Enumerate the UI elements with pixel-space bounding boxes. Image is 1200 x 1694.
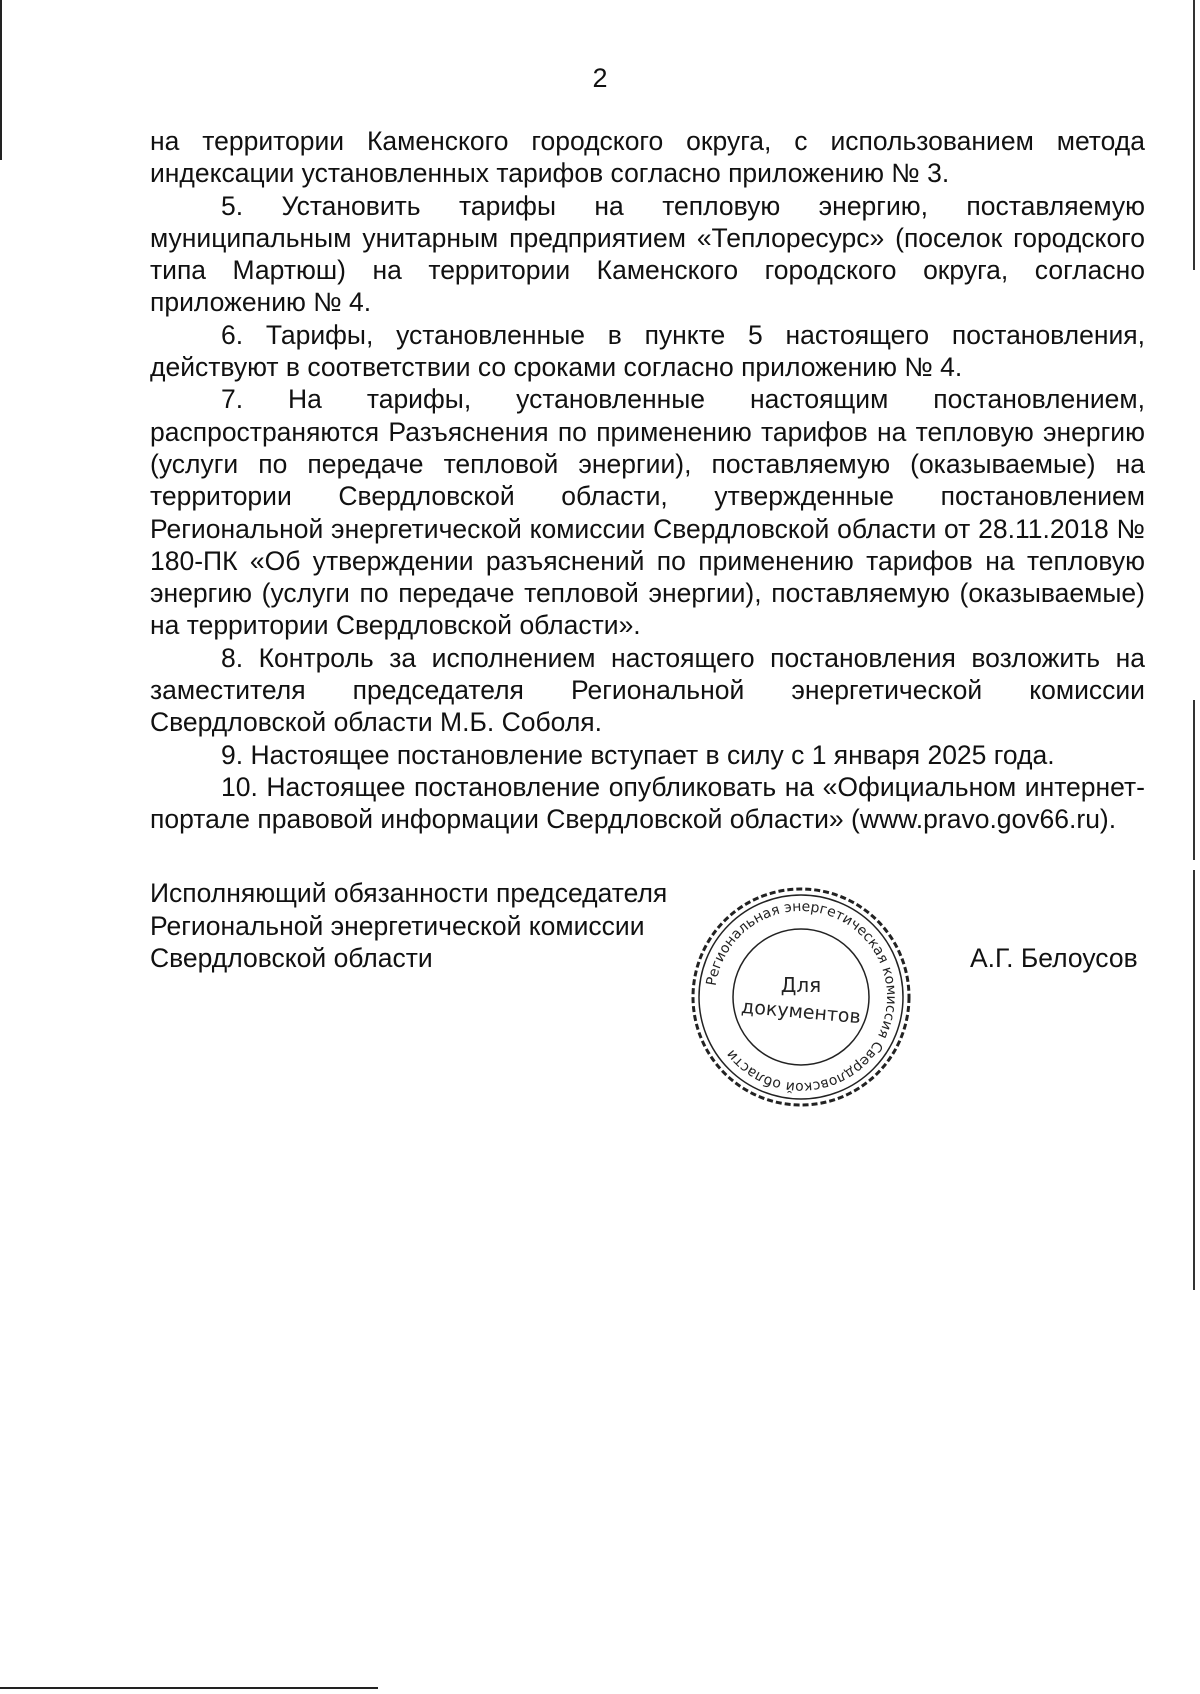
paragraph-7: 7. На тарифы, установленные настоящим постановлением, распространяются Разъяснения по применению тарифов на тепловую энергию (услуги по передаче тепловой энергии), поставляемую (оказываемые) на территории Свердловской области, утвержденные постановлением Региональной энергетической комиссии Свердловской области от 28.11.2018 № 180-ПК «Об утверждении разъяснений по применению тарифов на тепловую энергию (услуги по передаче тепловой энергии), поставляемую (оказываемые) на территории Свердловской области». — [150, 384, 1145, 641]
signer-position-line: Исполняющий обязанности председателя — [150, 878, 668, 908]
scan-edge-line — [1193, 0, 1195, 270]
paragraph-6: 6. Тарифы, установленные в пункте 5 настоящего постановления, действуют в соответствии со сроками согласно приложению № 4. — [150, 319, 1145, 383]
paragraph-5: 5. Установить тарифы на тепловую энергию, поставляемую муниципальным унитарным предприятием «Теплоресурс» (поселок городского типа Мартюш) на территории Каменского городского округа, согласно приложению № 4. — [150, 190, 1145, 318]
paragraph-10: 10. Настоящее постановление опубликовать на «Официальном интернет-портале правовой информации Свердловской области» (www.pravo.gov66.ru). — [150, 771, 1145, 835]
signer-position-line: Региональной энергетической комиссии — [150, 910, 645, 941]
scan-edge-line — [1193, 700, 1195, 860]
paragraph-9: 9. Настоящее постановление вступает в силу с 1 января 2025 года. — [221, 739, 1055, 770]
page-number: 2 — [592, 63, 608, 93]
official-stamp — [688, 884, 914, 1110]
signer-position — [150, 877, 710, 975]
signer-name: А.Г. Белоусов — [970, 943, 1138, 973]
document-body — [150, 125, 1145, 836]
stamp-center-line-2: документов — [740, 995, 862, 1029]
footer-rule — [0, 1687, 378, 1689]
paragraph-8: 8. Контроль за исполнением настоящего постановления возложить на заместителя председателя Региональной энергетической комиссии Свердловской области М.Б. Соболя. — [150, 642, 1145, 738]
paragraph-continuation: на территории Каменского городского округа, с использованием метода индексации установленных тарифов согласно приложению № 3. — [150, 126, 1145, 189]
stamp-ring-text: Региональная энергетическая комиссия Свердловской области — [703, 898, 900, 1096]
scan-edge-line — [1193, 870, 1195, 1290]
signer-position-line: Свердловской области — [150, 943, 433, 973]
stamp-center-line-1: Для — [780, 973, 822, 997]
